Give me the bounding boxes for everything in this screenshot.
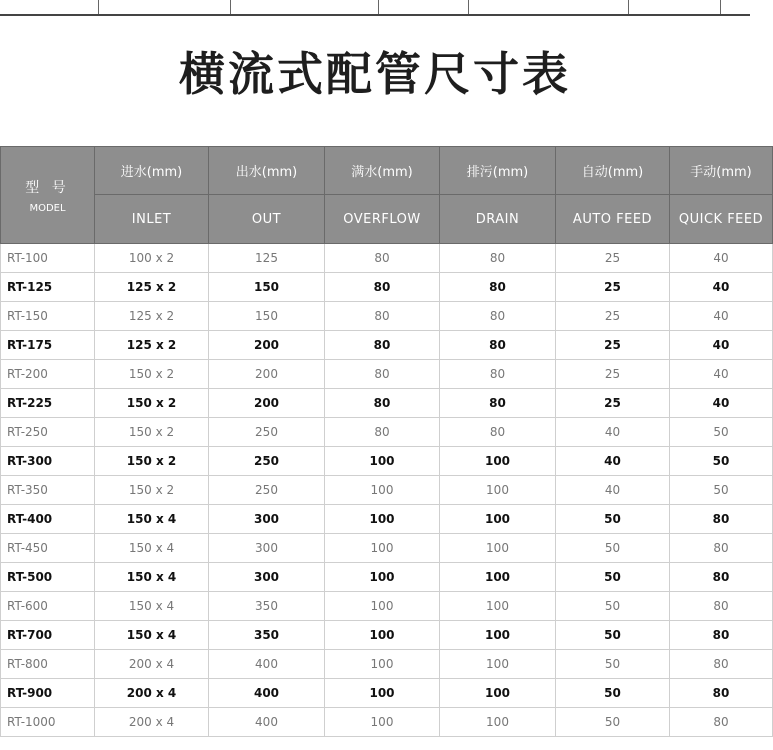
table-row [1,418,773,447]
drain-cell: 100 [440,679,556,708]
out-header-cn: 出水(mm) [209,147,325,195]
overflow-cell: 100 [325,592,440,621]
model-header-en: MODEL [29,202,66,214]
table-row [1,244,773,273]
drain-cell: 80 [440,360,556,389]
overflow-cell: 100 [325,708,440,737]
inlet-cell: 150 x 2 [95,360,209,389]
out-cell: 200 [209,389,325,418]
drain-cell: 80 [440,331,556,360]
overflow-cell: 100 [325,621,440,650]
inlet-cell: 200 x 4 [95,708,209,737]
out-cell: 400 [209,708,325,737]
model-cell: RT-400 [1,505,95,534]
overflow-cell: 100 [325,447,440,476]
border-tick [378,0,379,14]
quick-feed-cell: 80 [670,708,773,737]
quick-feed-cell: 80 [670,679,773,708]
auto-feed-header-en: AUTO FEED [556,195,670,244]
quick-feed-cell: 80 [670,621,773,650]
inlet-cell: 200 x 4 [95,650,209,679]
table-row [1,650,773,679]
drain-cell: 80 [440,389,556,418]
out-cell: 400 [209,650,325,679]
model-cell: RT-500 [1,563,95,592]
inlet-cell: 150 x 4 [95,592,209,621]
out-cell: 150 [209,273,325,302]
inlet-cell: 150 x 4 [95,563,209,592]
auto-feed-cell: 40 [556,418,670,447]
out-cell: 300 [209,534,325,563]
out-cell: 300 [209,505,325,534]
table-row [1,302,773,331]
quick-feed-header-en: QUICK FEED [670,195,773,244]
auto-feed-cell: 50 [556,621,670,650]
model-cell: RT-250 [1,418,95,447]
inlet-cell: 150 x 4 [95,505,209,534]
drain-cell: 100 [440,621,556,650]
table-row [1,679,773,708]
table-row [1,331,773,360]
out-cell: 400 [209,679,325,708]
inlet-cell: 100 x 2 [95,244,209,273]
drain-cell: 100 [440,476,556,505]
model-cell: RT-125 [1,273,95,302]
drain-cell: 100 [440,592,556,621]
drain-cell: 100 [440,708,556,737]
overflow-cell: 80 [325,244,440,273]
auto-feed-cell: 25 [556,331,670,360]
drain-cell: 100 [440,505,556,534]
auto-feed-cell: 50 [556,708,670,737]
inlet-cell: 150 x 4 [95,621,209,650]
border-tick [468,0,469,14]
model-cell: RT-350 [1,476,95,505]
model-cell: RT-700 [1,621,95,650]
drain-header-cn: 排污(mm) [440,147,556,195]
auto-feed-cell: 50 [556,505,670,534]
table-row [1,505,773,534]
overflow-cell: 80 [325,360,440,389]
inlet-cell: 150 x 2 [95,389,209,418]
model-cell: RT-800 [1,650,95,679]
auto-feed-header-cn: 自动(mm) [556,147,670,195]
model-cell: RT-900 [1,679,95,708]
header-row-cn [1,147,773,195]
quick-feed-cell: 50 [670,476,773,505]
table-row [1,273,773,302]
overflow-cell: 100 [325,679,440,708]
model-cell: RT-175 [1,331,95,360]
drain-cell: 100 [440,650,556,679]
overflow-cell: 80 [325,331,440,360]
drain-cell: 80 [440,302,556,331]
inlet-header-cn: 进水(mm) [95,147,209,195]
quick-feed-cell: 40 [670,331,773,360]
border-tick [720,0,721,14]
out-cell: 200 [209,331,325,360]
drain-cell: 80 [440,273,556,302]
auto-feed-cell: 40 [556,476,670,505]
drain-cell: 100 [440,447,556,476]
model-cell: RT-600 [1,592,95,621]
auto-feed-cell: 50 [556,650,670,679]
out-cell: 125 [209,244,325,273]
auto-feed-cell: 25 [556,244,670,273]
out-cell: 150 [209,302,325,331]
quick-feed-cell: 50 [670,418,773,447]
quick-feed-cell: 40 [670,244,773,273]
overflow-header-en: OVERFLOW [325,195,440,244]
auto-feed-cell: 25 [556,389,670,418]
drain-cell: 80 [440,244,556,273]
model-cell: RT-100 [1,244,95,273]
inlet-cell: 125 x 2 [95,302,209,331]
overflow-header-cn: 满水(mm) [325,147,440,195]
overflow-cell: 100 [325,650,440,679]
inlet-cell: 150 x 2 [95,476,209,505]
model-cell: RT-200 [1,360,95,389]
auto-feed-cell: 50 [556,563,670,592]
model-cell: RT-225 [1,389,95,418]
quick-feed-cell: 80 [670,534,773,563]
drain-header-en: DRAIN [440,195,556,244]
auto-feed-cell: 50 [556,679,670,708]
table-row [1,621,773,650]
overflow-cell: 80 [325,302,440,331]
model-header [1,147,95,244]
table-row [1,447,773,476]
table-row [1,592,773,621]
drain-cell: 80 [440,418,556,447]
border-tick [98,0,99,14]
quick-feed-cell: 40 [670,273,773,302]
top-rule [0,14,750,16]
out-cell: 250 [209,418,325,447]
drain-cell: 100 [440,563,556,592]
drain-cell: 100 [440,534,556,563]
pipe-size-table [0,146,773,737]
out-cell: 350 [209,592,325,621]
table-row [1,360,773,389]
border-tick [628,0,629,14]
inlet-cell: 150 x 2 [95,418,209,447]
overflow-cell: 100 [325,505,440,534]
quick-feed-cell: 40 [670,302,773,331]
quick-feed-header-cn: 手动(mm) [670,147,773,195]
out-cell: 200 [209,360,325,389]
inlet-cell: 125 x 2 [95,331,209,360]
overflow-cell: 80 [325,389,440,418]
quick-feed-cell: 40 [670,360,773,389]
table-row [1,476,773,505]
out-cell: 300 [209,563,325,592]
inlet-header-en: INLET [95,195,209,244]
model-cell: RT-300 [1,447,95,476]
auto-feed-cell: 25 [556,360,670,389]
out-cell: 250 [209,476,325,505]
table-row [1,563,773,592]
overflow-cell: 100 [325,534,440,563]
auto-feed-cell: 40 [556,447,670,476]
page-title: 横流式配管尺寸表 [179,47,571,101]
table-body [1,244,773,737]
overflow-cell: 100 [325,476,440,505]
auto-feed-cell: 50 [556,534,670,563]
out-cell: 350 [209,621,325,650]
auto-feed-cell: 25 [556,302,670,331]
inlet-cell: 150 x 4 [95,534,209,563]
model-header-cn: 型 号 [25,179,70,196]
quick-feed-cell: 80 [670,505,773,534]
auto-feed-cell: 50 [556,592,670,621]
model-cell: RT-150 [1,302,95,331]
out-cell: 250 [209,447,325,476]
auto-feed-cell: 25 [556,273,670,302]
out-header-en: OUT [209,195,325,244]
pipe-size-table-container [0,146,764,737]
overflow-cell: 80 [325,273,440,302]
inlet-cell: 125 x 2 [95,273,209,302]
quick-feed-cell: 40 [670,389,773,418]
table-row [1,708,773,737]
model-cell: RT-1000 [1,708,95,737]
top-border-strip [0,0,750,16]
quick-feed-cell: 80 [670,592,773,621]
header-row-en [1,195,773,244]
overflow-cell: 80 [325,418,440,447]
table-row [1,389,773,418]
quick-feed-cell: 50 [670,447,773,476]
border-tick [230,0,231,14]
table-row [1,534,773,563]
inlet-cell: 150 x 2 [95,447,209,476]
quick-feed-cell: 80 [670,650,773,679]
quick-feed-cell: 80 [670,563,773,592]
inlet-cell: 200 x 4 [95,679,209,708]
overflow-cell: 100 [325,563,440,592]
model-cell: RT-450 [1,534,95,563]
